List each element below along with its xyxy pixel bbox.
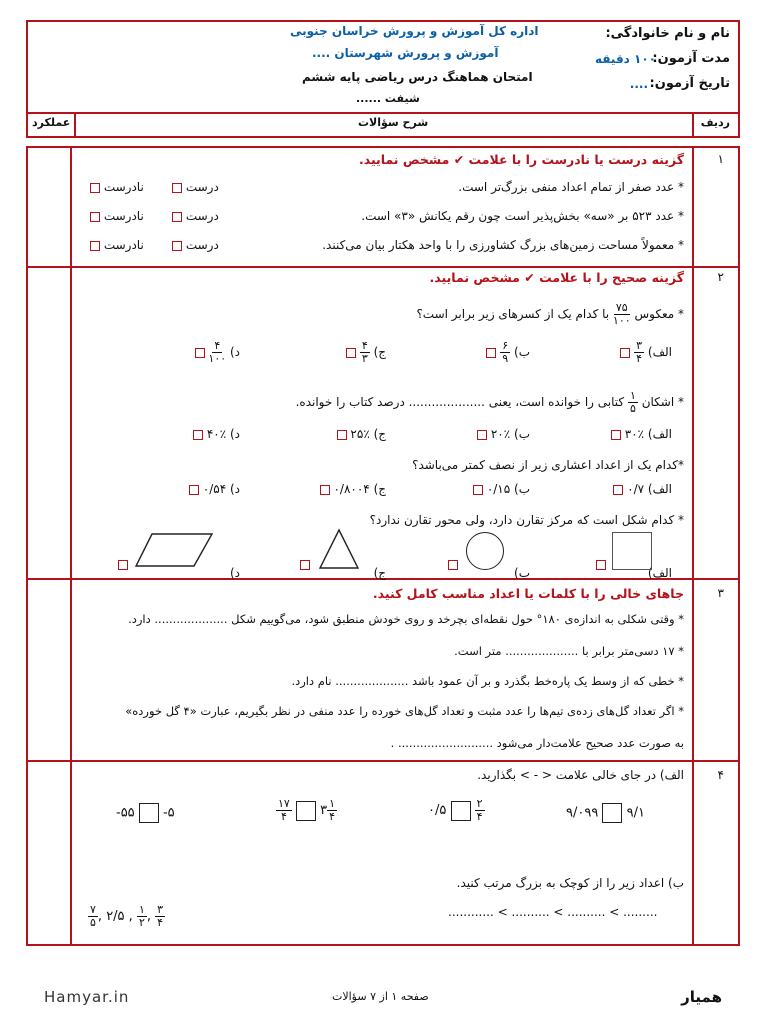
footer-site: Hamyar.in: [44, 988, 130, 1006]
q2d-label-b: ب): [514, 566, 530, 580]
exam-title: امتحان هماهنگ درس ریاضی پایه ششم: [302, 70, 533, 84]
q4b-instruction: ب) اعداد زیر را از کوچک به بزرگ مرتب کنید.: [456, 876, 684, 890]
q2-title: گزینه صحیح را با علامت ✔ مشخص نمایید.: [429, 270, 684, 285]
q2d-checkbox-b[interactable]: [448, 560, 458, 570]
q2b-question: * اشکان $\frac{۱}{۵}$ کتابی را خوانده است، یعنی .................... درصد کتاب را خوانده.: [295, 389, 684, 415]
q1-item-2: * عدد ۵۲۳ بر «سه» بخش‌پذیر است چون رقم یکانش «۳» است.: [361, 209, 684, 223]
q4a-instruction: الف) در جای خالی علامت < - > بگذارید.: [477, 768, 684, 782]
footer-page: صفحه ۱ از ۷ سؤالات: [332, 990, 429, 1003]
col-row: ردیف: [700, 116, 730, 129]
q4-number: ۴: [717, 768, 724, 782]
name-label: نام و نام خانوادگی:: [605, 26, 730, 41]
q2a-opt-a[interactable]: الف) $\frac{۳}{۴}$: [620, 340, 672, 365]
q2b-opt-b[interactable]: ب) ٪۲۰: [477, 427, 530, 441]
date-label: تاریخ آزمون:: [649, 76, 730, 91]
q1-true-2[interactable]: درست: [172, 209, 219, 223]
compare-1-box[interactable]: [602, 803, 622, 823]
col-desc: شرح سؤالات: [358, 116, 429, 129]
square-shape: [612, 532, 652, 570]
q2-number: ۲: [717, 270, 724, 284]
compare-2-box[interactable]: [451, 801, 471, 821]
shift-label: شیفت ......: [356, 92, 420, 105]
q2d-label-a: الف): [647, 566, 672, 580]
q1-number: ۱: [717, 152, 724, 166]
q4b-answer-blanks[interactable]: ............ < .......... < .......... < .........: [448, 905, 658, 919]
q2d-checkbox-a[interactable]: [596, 560, 606, 570]
q1-title: گزینه درست یا نادرست را با علامت ✔ مشخص نمایید.: [358, 152, 684, 167]
q2c-opt-d[interactable]: د) ۰/۵۴: [189, 482, 240, 496]
compare-3: $\frac{۱۷}{۴}$ ۳ $\frac{۱}{۴}$: [278, 797, 336, 823]
q1-true-3[interactable]: درست: [172, 238, 219, 252]
compare-3-box[interactable]: [296, 801, 316, 821]
q2b-opt-c[interactable]: ج) ٪۲۵: [337, 427, 386, 441]
q3-line-2: * ۱۷ دسی‌متر برابر با .................... متر است.: [454, 644, 684, 658]
q2c-question: *کدام یک از اعداد اعشاری زیر از نصف کمتر می‌باشد؟: [412, 458, 684, 472]
compare-2: ۰/۵ $\frac{۲}{۴}$: [428, 797, 483, 823]
triangle-shape: [318, 528, 360, 570]
org-line1: اداره کل آموزش و پرورش خراسان جنوبی: [290, 24, 539, 38]
q1-item-1: * عدد صفر از تمام اعداد منفی بزرگ‌تر است.: [458, 180, 684, 194]
q3-number: ۳: [717, 586, 724, 600]
duration-value: ۱۰۰ دقیقه: [595, 52, 656, 66]
q3-line-5: به صورت عدد صحیح علامت‌دار می‌شود .......................... .: [390, 736, 684, 750]
q2c-opt-b[interactable]: ب) ۰/۱۵: [473, 482, 530, 496]
q2a-opt-d[interactable]: د) $\frac{۴}{۱۰۰}$: [195, 340, 240, 365]
q2d-question: * کدام شکل است که مرکز تقارن دارد، ولی محور تقارن ندارد؟: [369, 513, 684, 527]
q2d-checkbox-d[interactable]: [118, 560, 128, 570]
q1-false-1[interactable]: نادرست: [90, 180, 144, 194]
compare-1: ۹/۰۹۹ ۹/۱: [566, 803, 645, 823]
q2d-label-c: ج): [373, 566, 386, 580]
compare-4-box[interactable]: [139, 803, 159, 823]
q4b-numbers: $\frac{۷}{۵}$ , ۲/۵ , $\frac{۱}{۲}$ , $\frac{۳}{۴}$: [90, 903, 164, 929]
q2c-opt-a[interactable]: الف) ۰/۷: [613, 482, 672, 496]
q2a-opt-c[interactable]: ج) $\frac{۴}{۳}$: [346, 340, 386, 365]
org-line2: آموزش و پرورش شهرستان ....: [312, 46, 499, 60]
q1-item-3: * معمولاً مساحت زمین‌های بزرگ کشاورزی را با واحد هکتار بیان می‌کنند.: [322, 238, 684, 252]
footer-brand: همیار: [681, 988, 722, 1006]
parallelogram-shape: [134, 532, 214, 568]
circle-shape: [466, 532, 504, 570]
q2a-question: * معکوس $\frac{۷۵}{۱۰۰}$ با کدام یک از کسرهای زیر برابر است؟: [416, 301, 684, 327]
q3-line-3: * خطی که از وسط یک پاره‌خط بگذرد و بر آن عمود باشد .................... نام دارد.: [291, 674, 684, 688]
q3-line-4: * اگر تعداد گل‌های زده‌ی تیم‌ها را عدد مثبت و تعداد گل‌های خورده را عدد منفی در نظر بگیریم، عبارت «۴ گل خورده»: [125, 704, 684, 718]
q2d-label-d: د): [229, 566, 240, 580]
compare-4: -۵۵ -۵: [116, 803, 175, 823]
q3-line-1: * وقتی شکلی به اندازه‌ی ۱۸۰° حول نقطه‌ای بچرخد و روی خودش منطبق شود، می‌گوییم شکل .................... دارد.: [128, 612, 684, 626]
q2a-opt-b[interactable]: ب) $\frac{۶}{۹}$: [486, 340, 530, 365]
q2b-opt-d[interactable]: د) ٪۴۰: [193, 427, 240, 441]
q1-true-1[interactable]: درست: [172, 180, 219, 194]
duration-label: مدت آزمون:: [652, 51, 730, 66]
q1-false-3[interactable]: نادرست: [90, 238, 144, 252]
q1-false-2[interactable]: نادرست: [90, 209, 144, 223]
q3-title: جاهای خالی را با کلمات یا اعداد مناسب کامل کنید.: [372, 586, 684, 601]
q2b-opt-a[interactable]: الف) ٪۳۰: [611, 427, 672, 441]
date-value: ....: [629, 77, 648, 91]
q2d-checkbox-c[interactable]: [300, 560, 310, 570]
q2c-opt-c[interactable]: ج) ۰/۸۰۰۴: [320, 482, 386, 496]
col-score: عملکرد: [32, 116, 71, 129]
